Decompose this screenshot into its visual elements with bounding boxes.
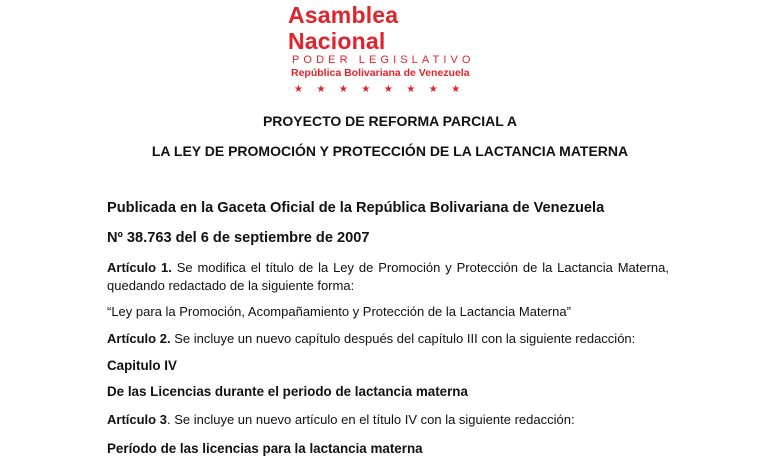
article-2-label: Artículo 2. <box>107 331 171 346</box>
article-1-text: Se modifica el título de la Ley de Promoción y Protección de la Lactancia Materna, quedando redactado de la siguiente forma: <box>107 260 669 293</box>
publication-line-1: Publicada en la Gaceta Oficial de la República Bolivariana de Venezuela <box>107 200 605 216</box>
chapter-heading: Capitulo IV <box>107 358 177 373</box>
logo-branch: PODER LEGISLATIVO <box>292 54 475 66</box>
article-1-label: Artículo 1. <box>107 260 172 275</box>
chapter-title: De las Licencias durante el periodo de lactancia materna <box>107 384 468 399</box>
document-title-line-1: PROYECTO DE REFORMA PARCIAL A <box>262 113 518 129</box>
assembly-logo <box>284 2 498 97</box>
section-title: Período de las licencias para la lactancia materna <box>107 441 423 456</box>
document-title-line-2: LA LEY DE PROMOCIÓN Y PROTECCIÓN DE LA LACTANCIA MATERNA <box>151 143 629 159</box>
publication-line-2: Nº 38.763 del 6 de septiembre de 2007 <box>107 230 370 246</box>
logo-org-name: Asamblea Nacional <box>288 2 399 54</box>
article-3-paragraph <box>107 411 669 429</box>
article-2-text: Se incluye un nuevo capítulo después del capítulo III con la siguiente redacción: <box>170 331 636 346</box>
logo-stars: ★★★★★★★★ <box>294 84 474 95</box>
article-2-paragraph <box>107 330 669 348</box>
article-1-quote: “Ley para la Promoción, Acompañamiento y Protección de la Lactancia Materna” <box>107 304 571 319</box>
article-3-label: Artículo 3 <box>107 412 167 427</box>
article-3-text: . Se incluye un nuevo artículo en el título IV con la siguiente redacción: <box>166 412 575 427</box>
article-1-paragraph <box>107 259 669 295</box>
logo-country: República Bolivariana de Venezuela <box>291 67 470 79</box>
